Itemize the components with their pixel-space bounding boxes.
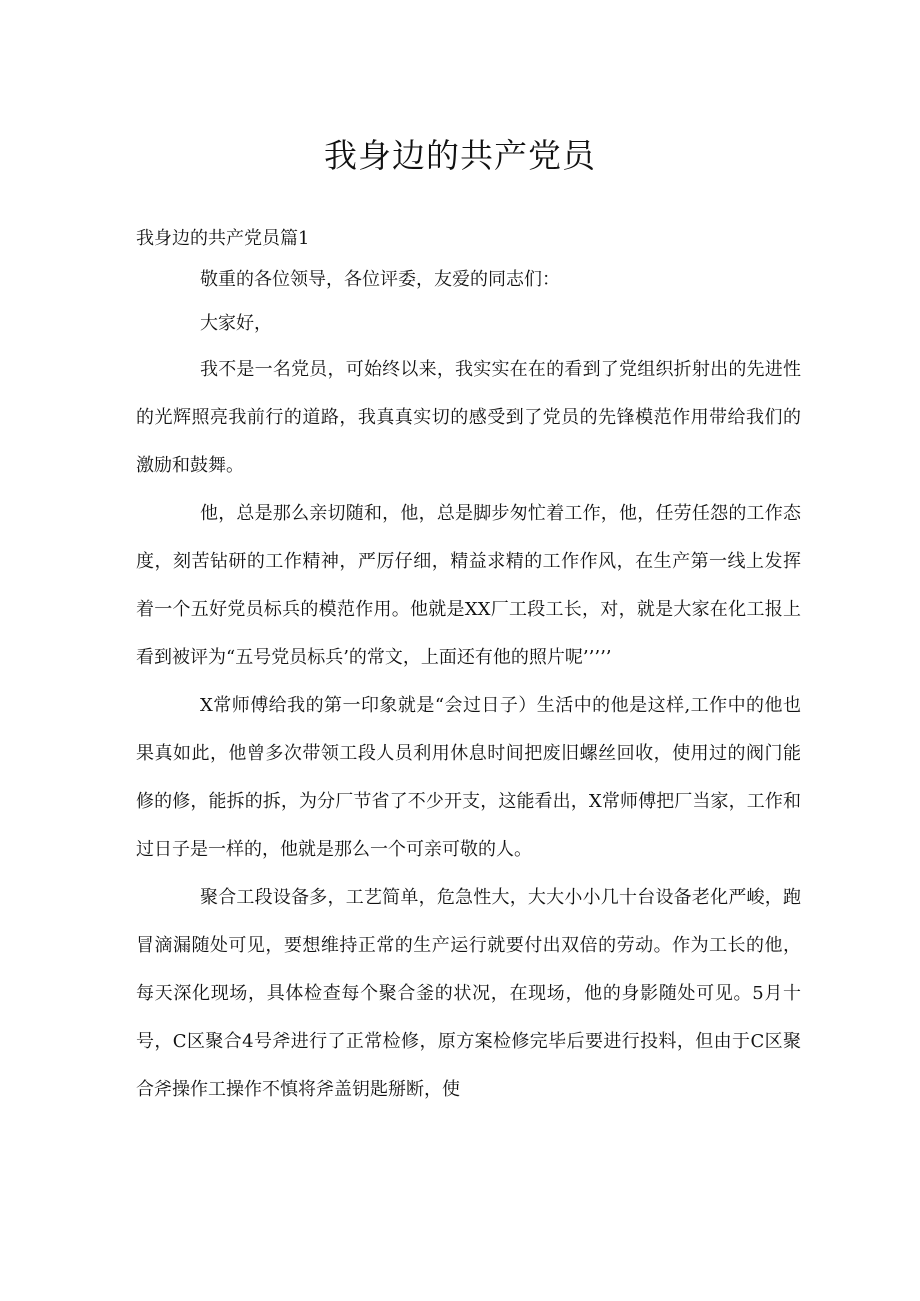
- section-heading: 我身边的共产党员篇1: [136, 228, 310, 249]
- paragraph-hello: 大家好，: [200, 313, 272, 334]
- document-title: 我身边的共产党员: [324, 136, 596, 175]
- paragraph-greeting: 敬重的各位领导，各位评委，友爱的同志们：: [200, 269, 560, 290]
- document-body: [136, 220, 801, 1114]
- paragraph-description: 他，总是那么亲切随和，他，总是脚步匆忙着工作，他，任劳任怨的工作态度，刻苦钻研的工作精神，严厉仔细，精益求精的工作作风，在生产第一线上发挥着一个五好党员标兵的模范作用。他就是XX厂工段工长，对，就是大家在化工报上看到被评为“五号党员标兵’的常文，上面还有他的照片呢’’’’’: [136, 503, 801, 668]
- paragraph-intro: 我不是一名党员，可始终以来，我实实在在的看到了党组织折射出的先进性的光辉照亮我前行的道路，我真真实切的感受到了党员的先锋模范作用带给我们的激励和鼓舞。: [136, 359, 801, 476]
- paragraph-first-impression: X常师傅给我的第一印象就是“会过日子）生活中的他是这样,工作中的他也果真如此，他曾多次带领工段人员利用休息时间把废旧螺丝回收，使用过的阀门能修的修，能拆的拆，为分厂节省了不少开支，这能看出，X常师傅把厂当家，工作和过日子是一样的，他就是那么一个可亲可敬的人。: [136, 695, 801, 860]
- paragraph-equipment: 聚合工段设备多，工艺简单，危急性大，大大小小几十台设备老化严峻，跑冒滴漏随处可见，要想维持正常的生产运行就要付出双倍的劳动。作为工长的他，每天深化现场，具体检查每个聚合釜的状况，在现场，他的身影随处可见。5月十号，C区聚合4号斧进行了正常检修，原方案检修完毕后要进行投料，但由于C区聚合斧操作工操作不慎将斧盖钥匙掰断，使: [136, 887, 801, 1100]
